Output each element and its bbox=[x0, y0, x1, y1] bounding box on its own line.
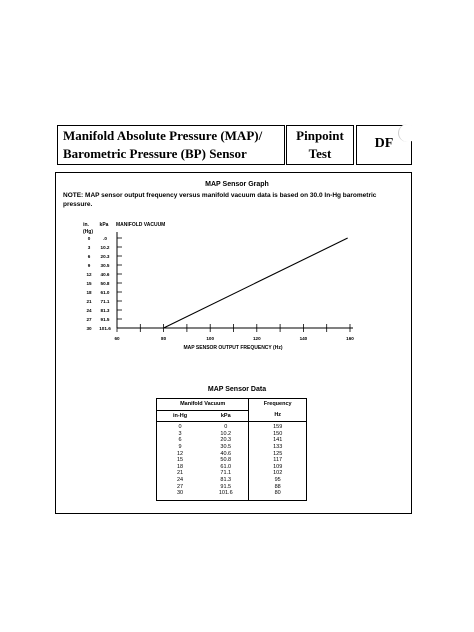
cell-hz: 159 bbox=[249, 422, 307, 431]
table-title: MAP Sensor Data bbox=[207, 386, 267, 393]
y-tick-label-inhg: 18 bbox=[86, 289, 92, 295]
cell-hz: 125 bbox=[249, 451, 307, 458]
vacuum-label: MANIFOLD VACUUM bbox=[116, 222, 166, 228]
table-row bbox=[157, 490, 307, 500]
x-tick-label: 120 bbox=[252, 336, 261, 341]
y-tick-label-inhg: 0 bbox=[87, 235, 91, 241]
cell-kpa: 50.8 bbox=[220, 457, 232, 464]
y-tick-label-kpa: 30.5 bbox=[100, 262, 110, 268]
y-tick-label-kpa: 81.3 bbox=[100, 307, 110, 313]
cell-kpa: 40.6 bbox=[220, 450, 232, 457]
col-inhg-header-line2: (Hg) bbox=[83, 229, 93, 235]
col-hz-header: Hz bbox=[249, 410, 307, 422]
graph-note: NOTE: MAP sensor output frequency versus manifold vacuum data is based on 30.0 In-Hg barometric pressure. bbox=[63, 192, 377, 208]
cell-kpa: 20.3 bbox=[220, 437, 232, 444]
title-line1: Manifold Absolute Pressure (MAP)/ bbox=[63, 128, 263, 143]
y-tick-label-kpa: 71.1 bbox=[100, 298, 110, 304]
y-tick-label-inhg: 30 bbox=[86, 325, 92, 331]
x-tick-label: 160 bbox=[346, 336, 354, 341]
chart-axes bbox=[117, 232, 353, 328]
cell-inhg: 24 bbox=[157, 477, 204, 484]
cell-inhg: 9 bbox=[157, 444, 204, 451]
freq-header: Frequency bbox=[249, 399, 307, 411]
table-row bbox=[157, 431, 307, 438]
chart-x-ticks bbox=[114, 324, 354, 341]
cell-kpa: 10.2 bbox=[220, 430, 232, 437]
x-tick-label: 140 bbox=[299, 336, 308, 341]
graph-title: MAP Sensor Graph bbox=[205, 181, 269, 188]
x-tick-label: 100 bbox=[206, 336, 215, 341]
cell-hz: 133 bbox=[249, 444, 307, 451]
table-row bbox=[157, 422, 307, 431]
col-inhg-header-line1: in. bbox=[83, 222, 89, 228]
y-tick-label-kpa: 91.5 bbox=[100, 316, 110, 322]
x-tick-label: 80 bbox=[161, 336, 167, 341]
cell-inhg: 21 bbox=[157, 470, 204, 477]
cell-inhg: 30 bbox=[157, 490, 204, 500]
cell-kpa: 61.0 bbox=[220, 463, 232, 470]
cell-inhg: 15 bbox=[157, 457, 204, 464]
y-tick-label-inhg: 12 bbox=[86, 271, 92, 277]
cell-hz: 141 bbox=[249, 437, 307, 444]
table-row bbox=[157, 437, 307, 444]
group-header: Manifold Vacuum bbox=[157, 399, 249, 411]
x-tick-label: 60 bbox=[114, 336, 120, 341]
cell-inhg: 18 bbox=[157, 464, 204, 471]
y-tick-label-kpa: 50.8 bbox=[100, 280, 110, 286]
y-tick-label-kpa: .0 bbox=[103, 235, 107, 241]
cell-inhg: 27 bbox=[157, 484, 204, 491]
table-row bbox=[157, 444, 307, 451]
cell-kpa: 30.5 bbox=[220, 443, 232, 450]
cell-hz: 150 bbox=[249, 431, 307, 438]
series-line bbox=[164, 238, 348, 328]
y-tick-label-kpa: 40.6 bbox=[100, 271, 110, 277]
table-row bbox=[157, 484, 307, 491]
y-tick-label-inhg: 24 bbox=[86, 307, 92, 313]
cell-kpa: 101.6 bbox=[203, 490, 249, 500]
cell-inhg: 0 bbox=[157, 422, 204, 431]
y-tick-label-inhg: 9 bbox=[87, 262, 91, 268]
cell-hz: 117 bbox=[249, 457, 307, 464]
cell-hz: 80 bbox=[249, 490, 307, 500]
table-row bbox=[157, 477, 307, 484]
table-body bbox=[157, 422, 307, 501]
cell-kpa: 71.1 bbox=[220, 470, 232, 477]
cell-hz: 88 bbox=[249, 484, 307, 491]
pinpoint-line2: Test bbox=[308, 146, 332, 161]
cell-kpa: 81.3 bbox=[220, 476, 232, 483]
col-kpa-header: kPa bbox=[203, 410, 249, 422]
pinpoint-line1: Pinpoint bbox=[296, 128, 344, 143]
cell-kpa: 91.5 bbox=[220, 483, 232, 490]
col-inhg-header: in-Hg bbox=[157, 410, 204, 422]
title-line2: Barometric Pressure (BP) Sensor bbox=[63, 146, 247, 161]
y-tick-label-inhg: 3 bbox=[87, 244, 91, 250]
cell-hz: 109 bbox=[249, 464, 307, 471]
y-tick-label-kpa: 10.2 bbox=[100, 244, 110, 250]
cell-inhg: 12 bbox=[157, 451, 204, 458]
table-row bbox=[157, 470, 307, 477]
x-axis-label: MAP SENSOR OUTPUT FREQUENCY (Hz) bbox=[183, 345, 283, 351]
y-tick-label-inhg: 15 bbox=[86, 280, 92, 286]
cell-inhg: 3 bbox=[157, 431, 204, 438]
cell-kpa: 0 bbox=[224, 424, 228, 431]
table-row bbox=[157, 451, 307, 458]
cell-inhg: 6 bbox=[157, 437, 204, 444]
table-row bbox=[157, 464, 307, 471]
chart-series bbox=[164, 238, 348, 328]
y-tick-label-kpa: 61.0 bbox=[100, 289, 110, 295]
cell-hz: 102 bbox=[249, 470, 307, 477]
table-row bbox=[157, 457, 307, 464]
test-code: DF bbox=[374, 136, 394, 151]
y-tick-label-kpa: 101.6 bbox=[99, 325, 111, 331]
col-kpa-header: kPa bbox=[99, 222, 109, 228]
y-tick-label-inhg: 21 bbox=[86, 298, 92, 304]
map-sensor-data-table bbox=[156, 398, 307, 501]
cell-hz: 95 bbox=[249, 477, 307, 484]
y-tick-label-inhg: 27 bbox=[86, 316, 92, 322]
y-tick-label-inhg: 6 bbox=[87, 253, 91, 259]
y-tick-label-kpa: 20.3 bbox=[100, 253, 110, 259]
